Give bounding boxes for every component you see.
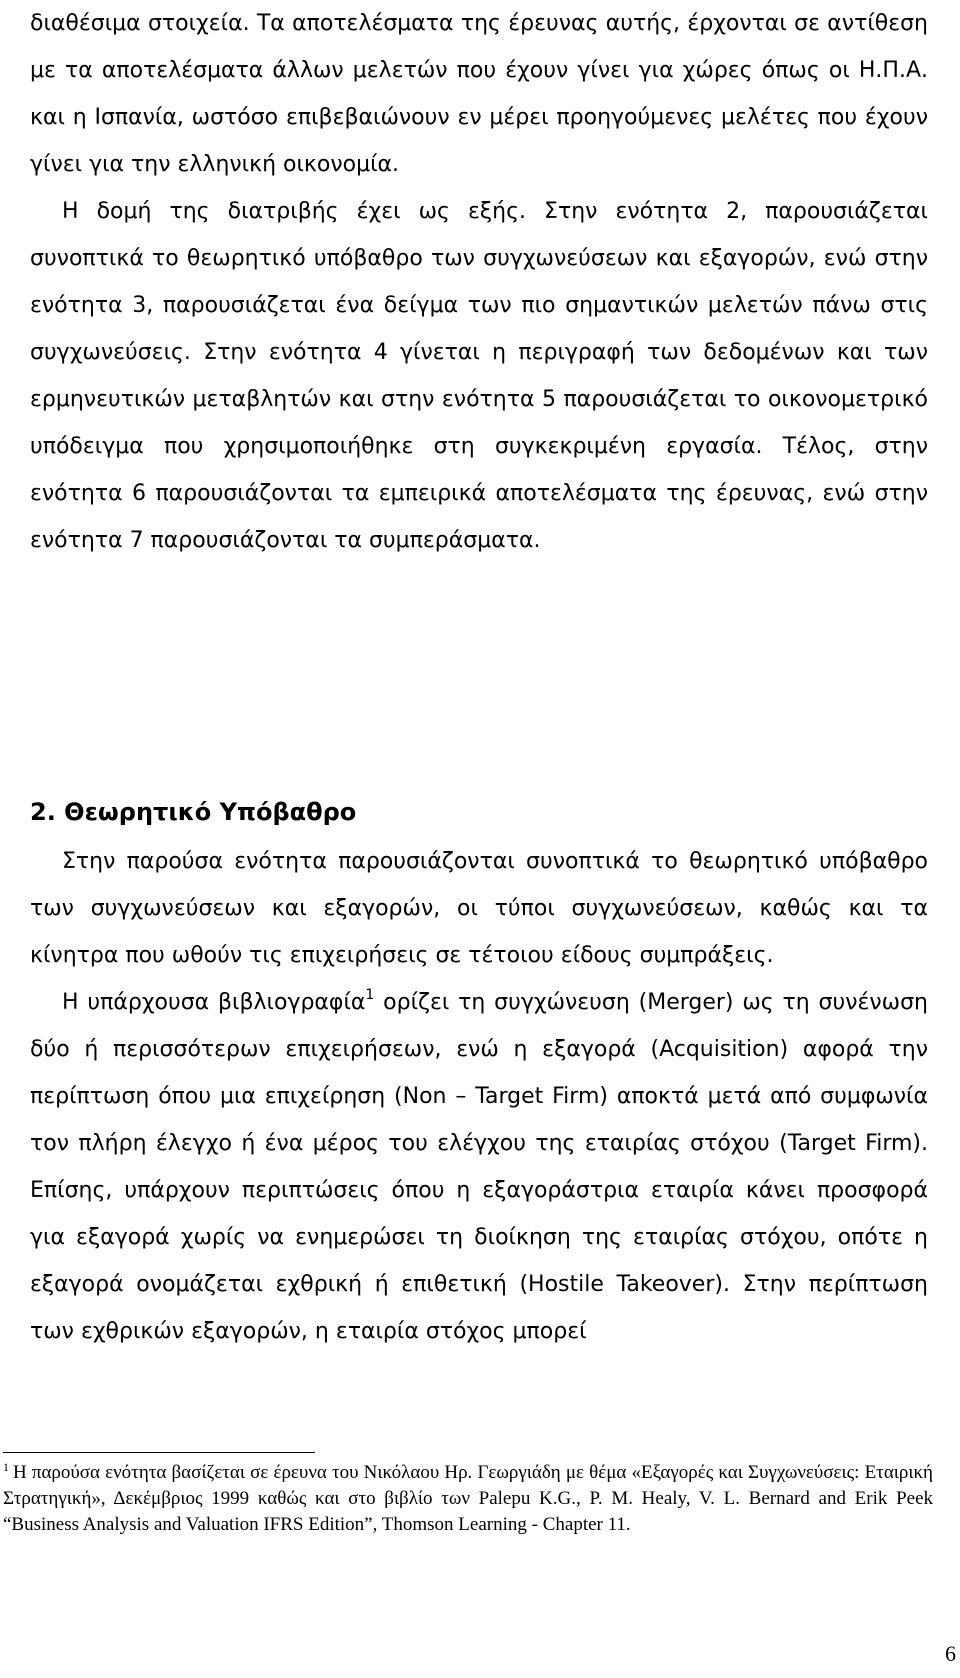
page-number: 6: [945, 1641, 956, 1666]
footnote: [3, 1460, 933, 1538]
intro-paragraph-1: διαθέσιμα στοιχεία. Τα αποτελέσματα της έρευνας αυτής, έρχονται σε αντίθεση με τα αποτελέσματα άλλων μελετών που έχουν γίνει για χώρες όπως οι Η.Π.Α. και η Ισπανία, ωστόσο επιβεβαιώνουν εν μέρει προηγούμενες μελέτες που έχουν γίνει για την ελληνική οικονομία.: [30, 11, 928, 177]
footnote-divider: [3, 1452, 315, 1453]
section-paragraph-1: Στην παρούσα ενότητα παρουσιάζονται συνοπτικά το θεωρητικό υπόβαθρο των συγχωνεύσεων και εξαγορών, οι τύποι συγχωνεύσεων, καθώς και τα κίνητρα που ωθούν τις επιχειρήσεις σε τέτοιου είδους συμπράξεις.: [30, 849, 928, 968]
section-paragraph-2: [30, 979, 928, 1355]
footnote-text: Η παρούσα ενότητα βασίζεται σε έρευνα του Νικόλαου Ηρ. Γεωργιάδη με θέμα «Εξαγορές και Συγχωνεύσεις: Εταιρική Στρατηγική», Δεκέμβριος 1999 καθώς και στο βιβλίο των Palepu K.G., P. M. Healy, V. L. Bernard and Erik Peek “Business Analysis and Valuation IFRS Edition”, Thomson Learning - Chapter 11.: [3, 1462, 933, 1535]
section-paragraph-2-rest: ορίζει τη συγχώνευση (Merger) ως τη συνένωση δύο ή περισσότερων επιχειρήσεων, ενώ η εξαγορά (Acquisition) αφορά την περίπτωση όπου μια επιχείρηση (Non – Target Firm) αποκτά μετά από συμφωνία τον πλήρη έλεγχο ή ένα μέρος του ελέγχου της εταιρίας στόχου (Target Firm). Επίσης, υπάρχουν περιπτώσεις όπου η εξαγοράστρια εταιρία κάνει προσφορά για εξαγορά χωρίς να ενημερώσει τη διοίκηση της εταιρίας στόχου, οπότε η εξαγορά ονομάζεται εχθρική ή επιθετική (Hostile Takeover). Στην περίπτωση των εχθρικών εξαγορών, η εταιρία στόχος μπορεί: [30, 990, 928, 1344]
intro-block: [30, 0, 928, 564]
footnote-reference[interactable]: 1: [365, 987, 375, 1003]
section-block: [30, 838, 928, 1355]
section-heading: 2. Θεωρητικό Υπόβαθρο: [30, 798, 357, 826]
footnote-number: 1: [3, 1460, 9, 1474]
intro-paragraph-2: Η δομή της διατριβής έχει ως εξής. Στην ενότητα 2, παρουσιάζεται συνοπτικά το θεωρητικό υπόβαθρο των συγχωνεύσεων και εξαγορών, ενώ στην ενότητα 3, παρουσιάζεται ένα δείγμα των πιο σημαντικών μελετών πάνω στις συγχωνεύσεις. Στην ενότητα 4 γίνεται η περιγραφή των δεδομένων και των ερμηνευτικών μεταβλητών και στην ενότητα 5 παρουσιάζεται το οικονομετρικό υπόδειγμα που χρησιμοποιήθηκε στη συγκεκριμένη εργασία. Τέλος, στην ενότητα 6 παρουσιάζονται τα εμπειρικά αποτελέσματα της έρευνας, ενώ στην ενότητα 7 παρουσιάζονται τα συμπεράσματα.: [30, 199, 928, 553]
section-paragraph-2-start: Η υπάρχουσα βιβλιογραφία: [62, 990, 366, 1015]
